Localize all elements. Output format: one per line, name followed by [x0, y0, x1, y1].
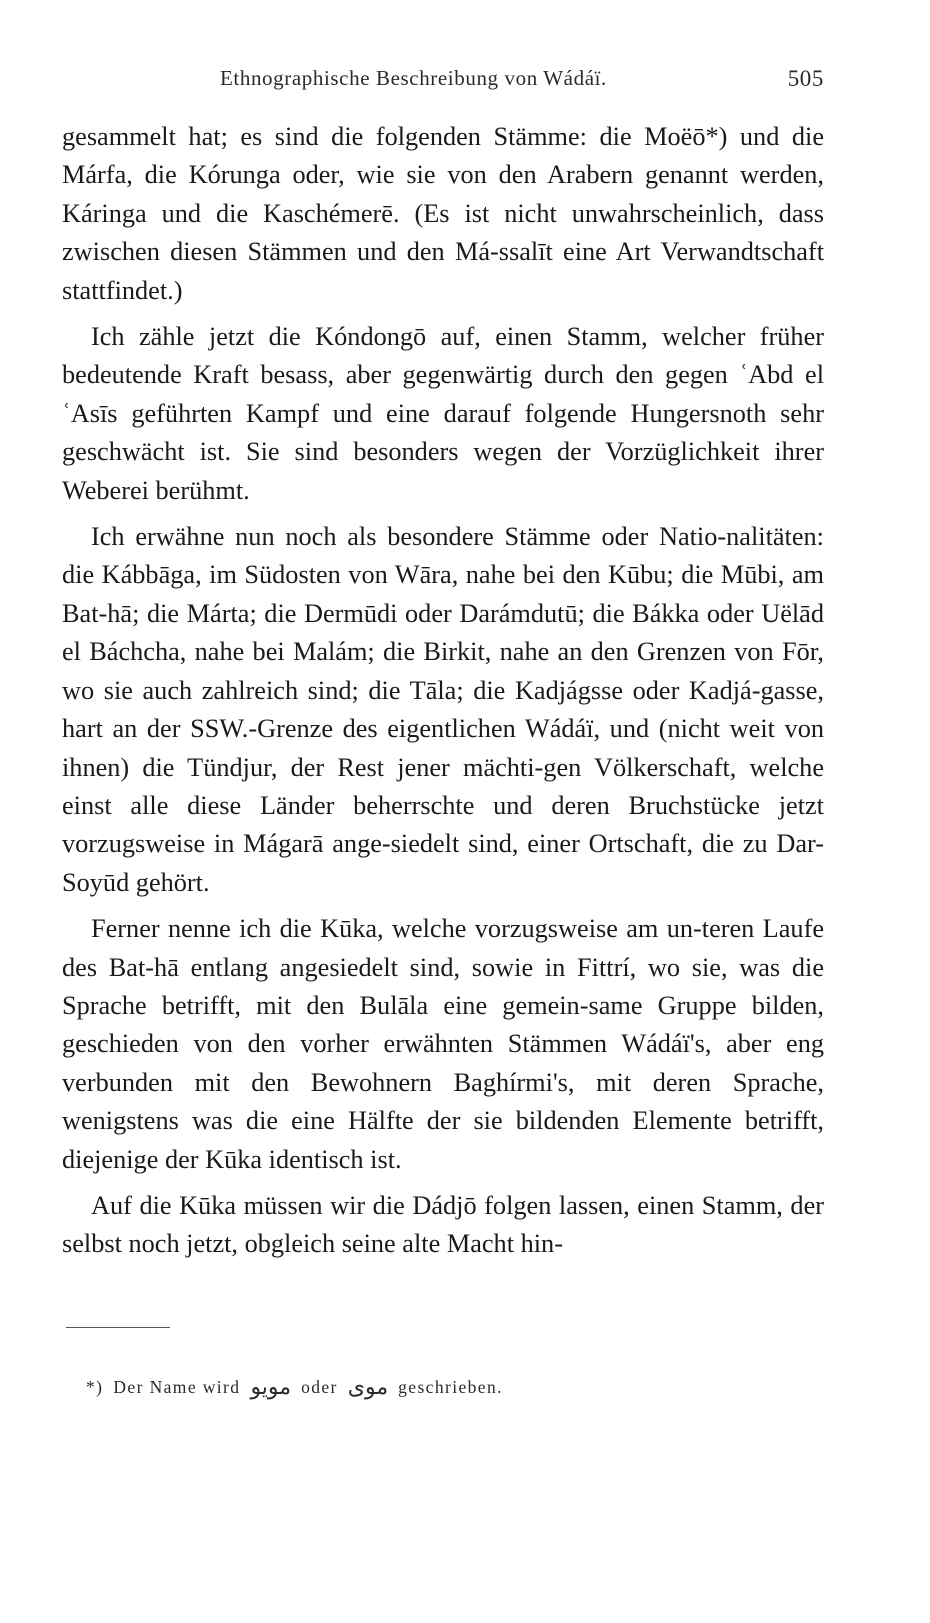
paragraph-1: gesammelt hat; es sind die folgenden Stämme: die Moëō*) und die Márfa, die Kórunga oder, wie sie von den Arabern genannt werden, Káringa und die Kaschémerē. (Es ist nicht unwahrscheinlich, dass zwischen diesen Stämmen und den Má-ssalīt eine Art Verwandtschaft stattfindet.) [62, 122, 824, 305]
body-text [62, 118, 824, 1264]
footnote [86, 1375, 503, 1400]
paragraph-5: Auf die Kūka müssen wir die Dádjō folgen lassen, einen Stamm, der selbst noch jetzt, obgleich seine alte Macht hin- [62, 1190, 824, 1259]
page-number: 505 [787, 66, 824, 91]
page-content [62, 60, 824, 1272]
running-head [62, 60, 824, 94]
footnote-text-after: geschrieben. [398, 1377, 503, 1397]
paragraph-2: Ich zähle jetzt die Kóndongō auf, einen Stamm, welcher früher bedeutende Kraft besass, aber gegenwärtig durch den gegen ʿAbd el ʿAsīs geführten Kampf und eine darauf folgende Hungersnoth sehr geschwächt ist. Sie sind besonders wegen der Vorzüglichkeit ihrer Weberei berühmt. [62, 322, 824, 505]
footnote-arabic-1: مويو [250, 1375, 292, 1400]
paragraph-4: Ferner nenne ich die Kūka, welche vorzugsweise am un-teren Laufe des Bat-hā entlang angesiedelt sind, sowie in Fittrí, wo sie, was die Sprache betrifft, mit den Bulāla eine gemein-same Gruppe bilden, geschieden von den vorher erwähnten Stämmen Wádáï's, aber eng verbunden mit den Bewohnern Baghírmi's, mit deren Sprache, wenigstens was die eine Hälfte der sie bildenden Elemente betrifft, diejenige der Kūka identisch ist. [62, 914, 824, 1174]
footnote-text-middle: oder [301, 1377, 338, 1397]
footnote-marker: *) [86, 1377, 104, 1397]
running-title: Ethnographische Beschreibung von Wádáï. [220, 66, 607, 90]
footnote-arabic-2: موى [347, 1375, 389, 1400]
footnote-text-before: Der Name wird [113, 1377, 241, 1397]
footnote-divider [66, 1327, 170, 1328]
paragraph-3: Ich erwähne nun noch als besondere Stämme oder Natio-nalitäten: die Kábbāga, im Südosten von Wāra, nahe bei den Kūbu; die Mūbi, am Bat-hā; die Márta; die Dermūdi oder Darámdutū; die Bákka oder Uëlād el Báchcha, nahe bei Malám; die Birkit, nahe an den Grenzen von Fōr, wo sie auch zahlreich sind; die Tāla; die Kadjágsse oder Kadjá-gasse, hart an der SSW.-Grenze des eigentlichen Wádáï, und (nicht weit von ihnen) die Tündjur, der Rest jener mächti-gen Völkerschaft, welche einst alle diese Länder beherrschte und deren Bruchstücke jetzt vorzugsweise in Mágarā ange-siedelt sind, einer Ortschaft, die zu Dar-Soyūd gehört. [62, 522, 824, 897]
